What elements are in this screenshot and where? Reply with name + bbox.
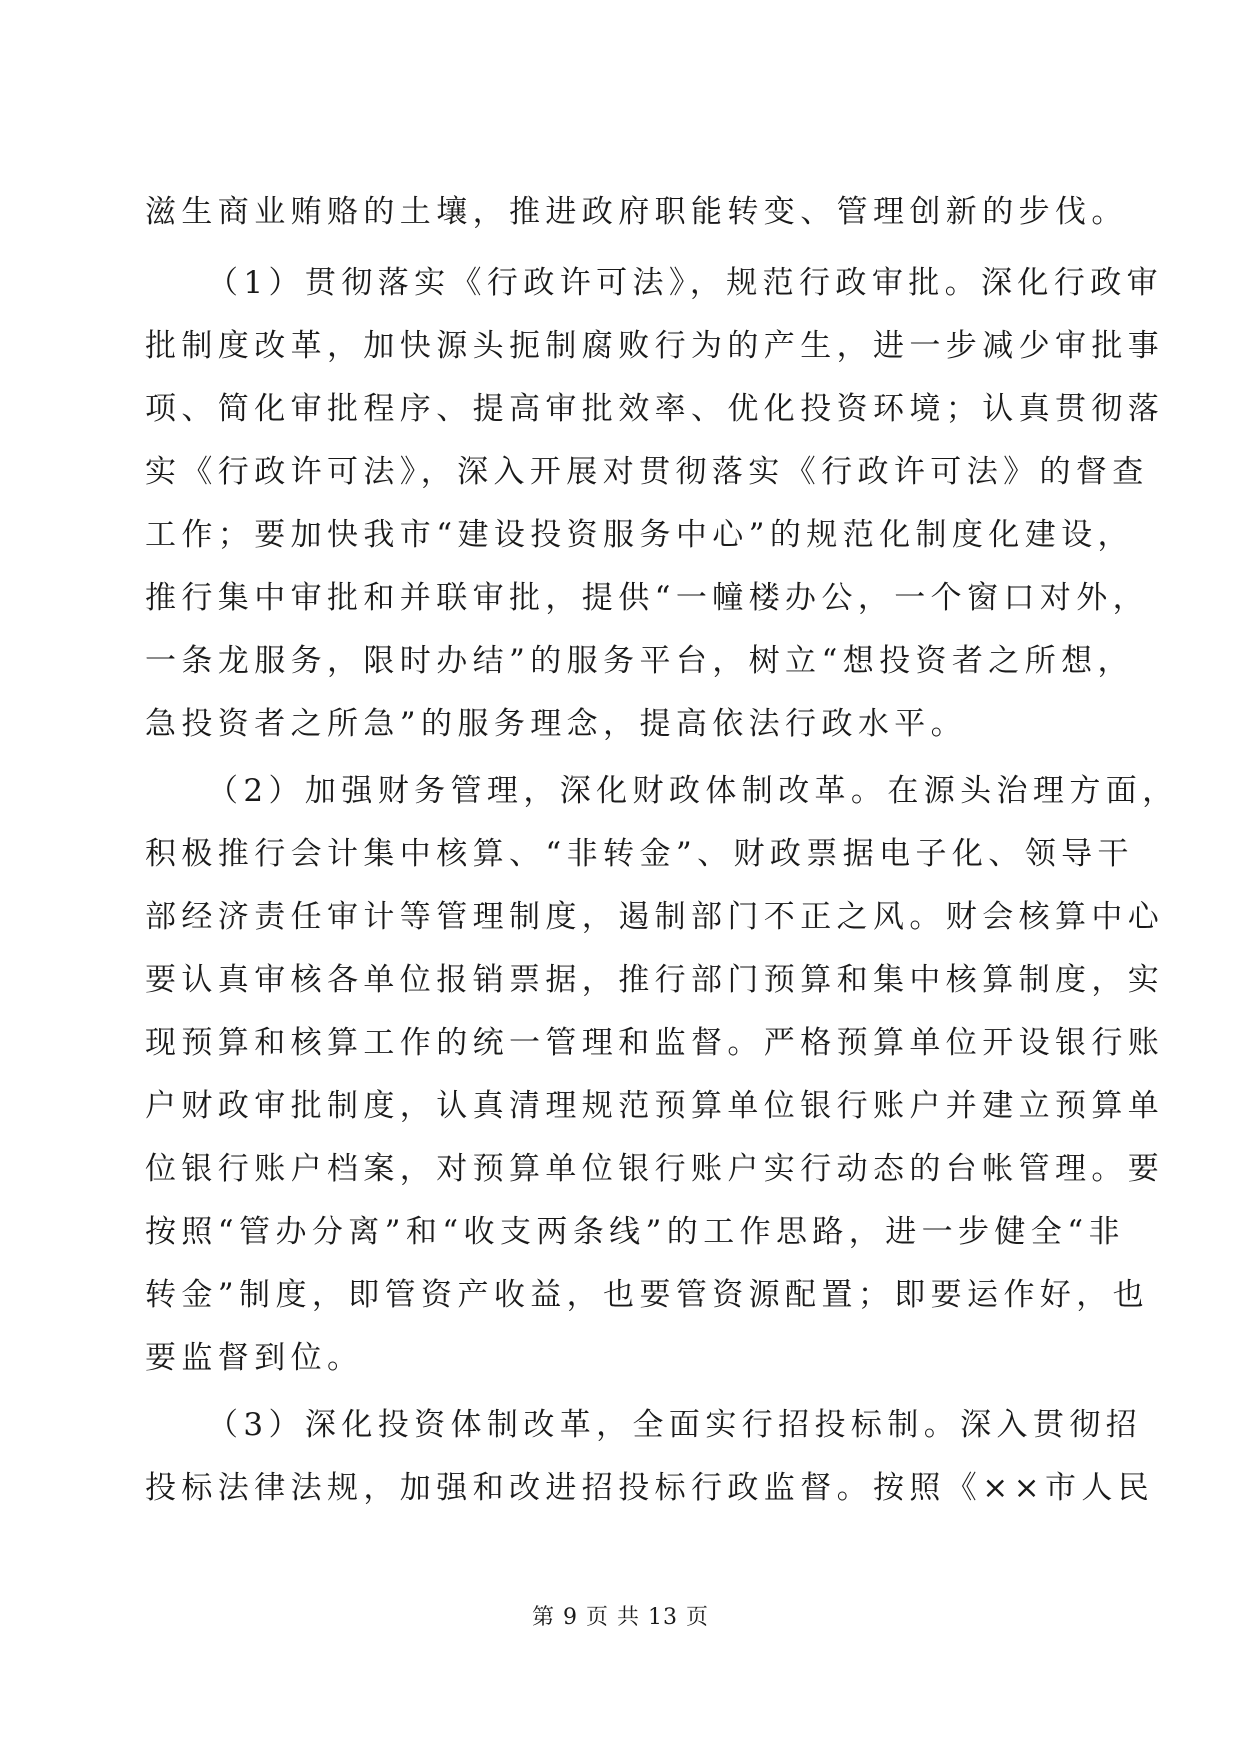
page-number-footer: 第 9 页 共 13 页 bbox=[532, 1605, 709, 1630]
paragraph-line: 积极推行会计集中核算、“非转金”、财政票据电子化、领导干 bbox=[145, 836, 1134, 872]
paragraph-line: 工作；要加快我市“建设投资服务中心”的规范化制度化建设， bbox=[145, 517, 1134, 553]
paragraph-line: 推行集中审批和并联审批，提供“一幢楼办公，一个窗口对外， bbox=[145, 580, 1150, 616]
paragraph-line: 转金”制度，即管资产收益，也要管资源配置；即要运作好，也 bbox=[145, 1277, 1150, 1313]
paragraph-line: 一条龙服务，限时办结”的服务平台，树立“想投资者之所想， bbox=[145, 643, 1134, 679]
paragraph-line: 位银行账户档案，对预算单位银行账户实行动态的台帐管理。要 bbox=[145, 1151, 1165, 1187]
paragraph-line: 现预算和核算工作的统一管理和监督。严格预算单位开设银行账 bbox=[145, 1025, 1165, 1061]
paragraph-line: （3）深化投资体制改革，全面实行招投标制。深入贯彻招 bbox=[207, 1407, 1143, 1443]
paragraph-line: 实《行政许可法》，深入开展对贯彻落实《行政许可法》的督查 bbox=[145, 454, 1149, 490]
paragraph-line: 要认真审核各单位报销票据，推行部门预算和集中核算制度，实 bbox=[145, 962, 1165, 998]
paragraph-line: 项、简化审批程序、提高审批效率、优化投资环境；认真贯彻落 bbox=[145, 391, 1165, 427]
paragraph-line: 急投资者之所急”的服务理念，提高依法行政水平。 bbox=[145, 706, 968, 742]
paragraph-line: （1）贯彻落实《行政许可法》，规范行政审批。深化行政审 bbox=[207, 265, 1164, 301]
paragraph-line: 按照“管办分离”和“收支两条线”的工作思路，进一步健全“非 bbox=[145, 1214, 1125, 1250]
paragraph-line: 要监督到位。 bbox=[145, 1340, 364, 1376]
paragraph-line: 滋生商业贿赂的土壤，推进政府职能转变、管理创新的步伐。 bbox=[145, 194, 1128, 230]
paragraph-line: 户财政审批制度，认真清理规范预算单位银行账户并建立预算单 bbox=[145, 1088, 1165, 1124]
paragraph-line: 批制度改革，加快源头扼制腐败行为的产生，进一步减少审批事 bbox=[145, 328, 1165, 364]
paragraph-line: 部经济责任审计等管理制度，遏制部门不正之风。财会核算中心 bbox=[145, 899, 1165, 935]
paragraph-line: （2）加强财务管理，深化财政体制改革。在源头治理方面， bbox=[207, 773, 1179, 809]
paragraph-line: 投标法律法规，加强和改进招投标行政监督。按照《××市人民 bbox=[145, 1470, 1155, 1506]
